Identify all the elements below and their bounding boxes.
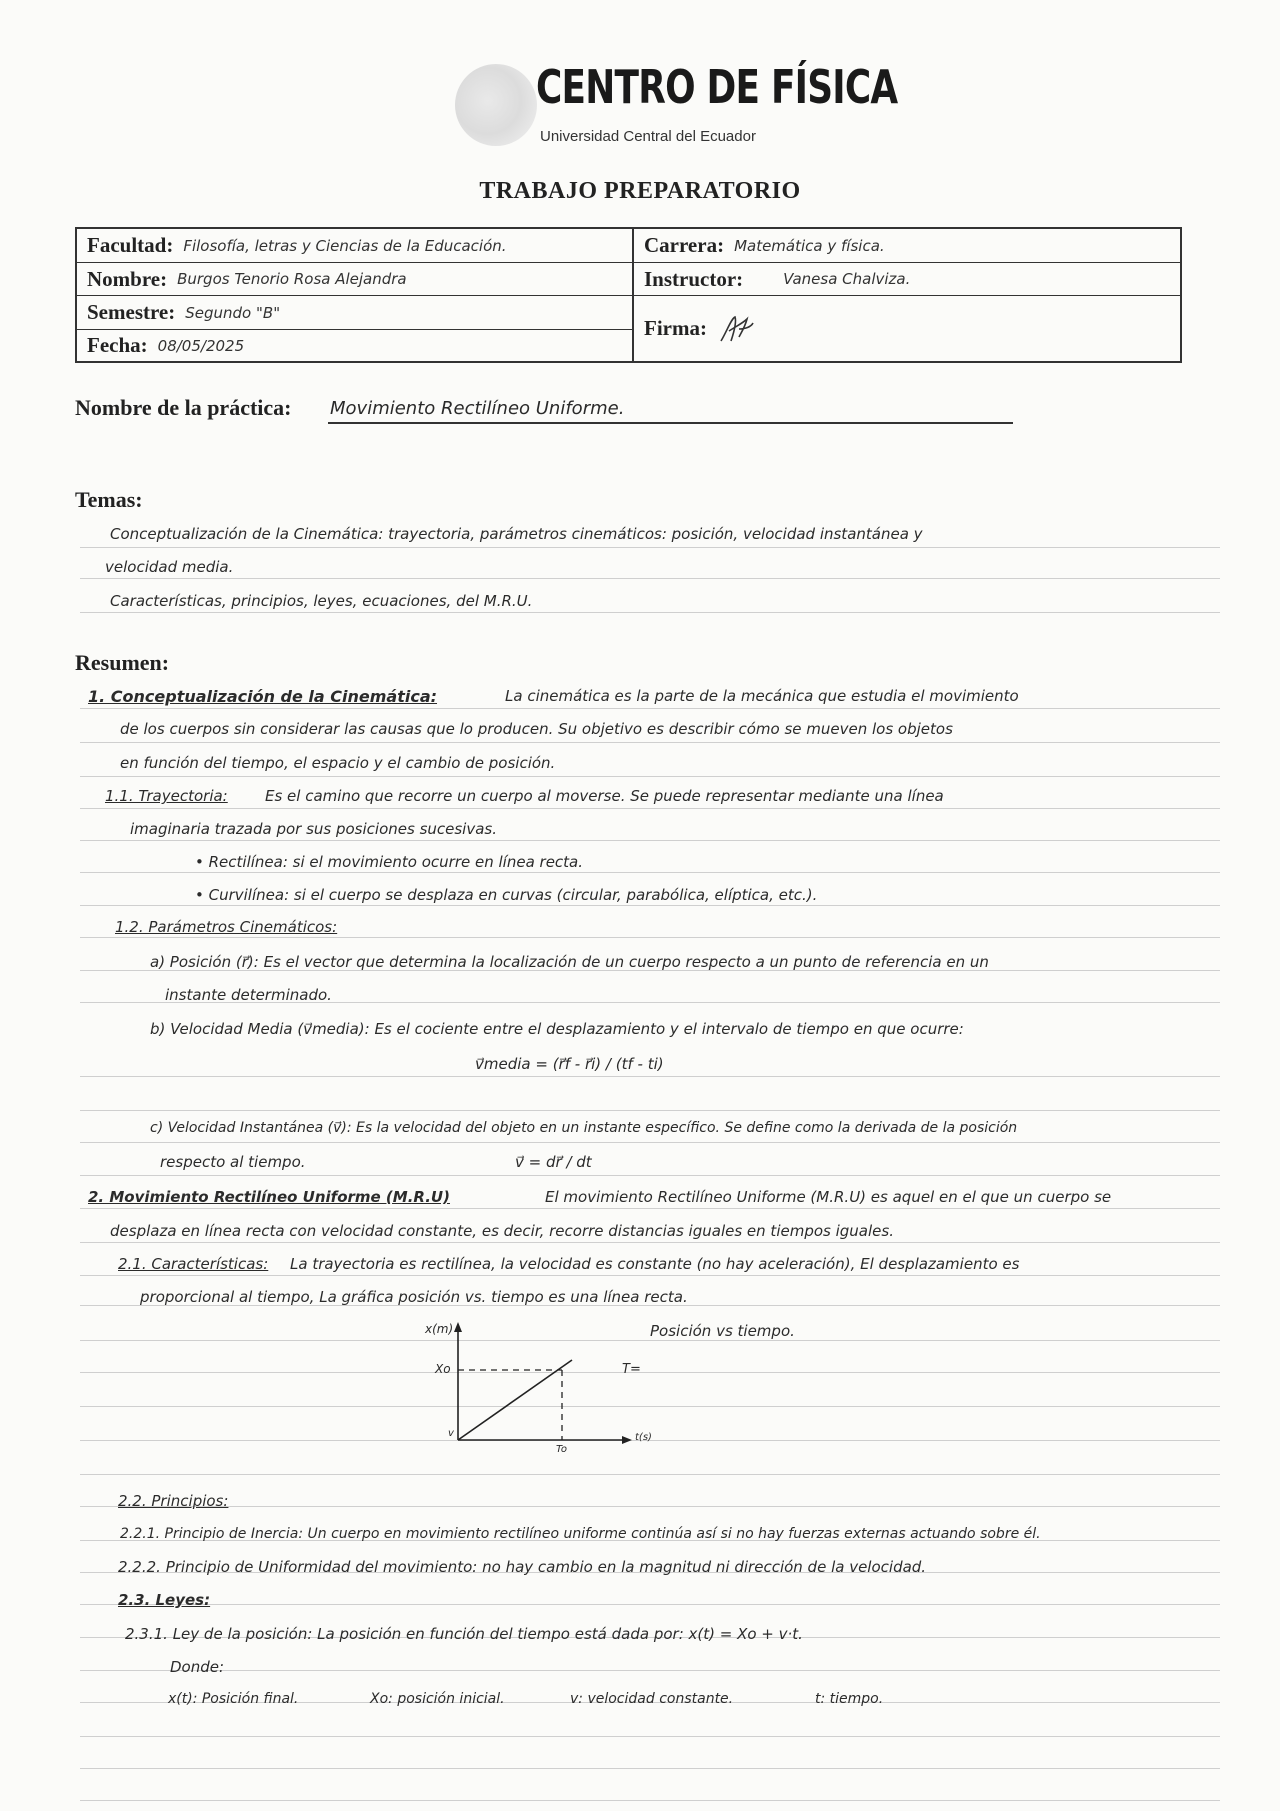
- temas-line-1: Conceptualización de la Cinemática: trayectoria, parámetros cinemáticos: posición, velocidad instantánea y: [110, 525, 923, 543]
- s12-c-formula: v⃗ = dr⃗ / dt: [515, 1153, 592, 1171]
- temas-line-2: velocidad media.: [105, 558, 234, 576]
- s11-line-2: imaginaria trazada por sus posiciones sucesivas.: [130, 820, 498, 838]
- graph-x-tick: To: [556, 1444, 567, 1455]
- carrera-cell: [634, 229, 1180, 263]
- s1-title: 1. Conceptualización de la Cinemática:: [88, 687, 438, 706]
- def-xt: x(t): Posición final.: [168, 1691, 299, 1707]
- graph-line: [458, 1360, 572, 1440]
- fecha-cell: [77, 330, 634, 361]
- instructor-cell: [634, 263, 1180, 296]
- s231: 2.3.1. Ley de la posición: La posición en función del tiempo está dada por: x(t) = Xo + v·t.: [125, 1625, 803, 1643]
- facultad-label: Facultad:: [87, 233, 174, 257]
- instructor-label: Instructor:: [644, 266, 744, 291]
- temas-heading: Temas:: [75, 487, 143, 512]
- s12-b-line-1: b) Velocidad Media (v⃗media): Es el cociente entre el desplazamiento y el intervalo de tiempo en que ocurre:: [150, 1020, 964, 1038]
- s11-bullet-2: • Curvilínea: si el cuerpo se desplaza en curvas (circular, parabólica, elíptica, etc.).: [195, 886, 818, 904]
- s12-b-formula: v⃗media = (r⃗f - r⃗i) / (tf - ti): [475, 1055, 664, 1073]
- s2-line-1: El movimiento Rectilíneo Uniforme (M.R.U) es aquel en el que un cuerpo se: [545, 1188, 1112, 1206]
- s12-c-line-1: c) Velocidad Instantánea (v⃗): Es la velocidad del objeto en un instante específico. Se define como la derivada de la posición: [150, 1120, 1018, 1136]
- signature-icon: [717, 313, 757, 345]
- s1-line-2: de los cuerpos sin considerar las causas que lo producen. Su objetivo es describir cómo se mueven los objetos: [120, 720, 953, 738]
- practice-value: Movimiento Rectilíneo Uniforme.: [330, 398, 625, 419]
- graph-origin: v: [448, 1428, 454, 1439]
- s21-line-2: proporcional al tiempo, La gráfica posición vs. tiempo es una línea recta.: [140, 1288, 688, 1306]
- fecha-label: Fecha:: [87, 333, 148, 357]
- s11-bullet-1: • Rectilínea: si el movimiento ocurre en línea recta.: [195, 853, 584, 871]
- s23-title: 2.3. Leyes:: [118, 1591, 211, 1609]
- nombre-label: Nombre:: [87, 266, 168, 291]
- s221: 2.2.1. Principio de Inercia: Un cuerpo en movimiento rectilíneo uniforme continúa así si no hay fuerzas externas actuando sobre él.: [120, 1526, 1041, 1542]
- carrera-value: Matemática y física.: [734, 236, 885, 255]
- fecha-value: 08/05/2025: [157, 336, 245, 355]
- s21-line-1: La trayectoria es rectilínea, la velocidad es constante (no hay aceleración), El desplazamiento es: [290, 1255, 1020, 1273]
- nombre-value: Burgos Tenorio Rosa Alejandra: [177, 270, 407, 288]
- def-xo: Xo: posición inicial.: [370, 1691, 505, 1707]
- semestre-cell: [77, 296, 634, 330]
- graph-y-arrow: [454, 1322, 462, 1332]
- temas-line-3: Características, principios, leyes, ecuaciones, del M.R.U.: [110, 592, 533, 610]
- nombre-cell: [77, 263, 634, 296]
- graph-y-tick: Xo: [435, 1362, 451, 1376]
- semestre-label: Semestre:: [87, 300, 176, 324]
- donde-label: Donde:: [170, 1658, 225, 1676]
- s11-title: 1.1. Trayectoria:: [105, 787, 228, 805]
- firma-label: Firma:: [644, 316, 707, 340]
- s12-title: 1.2. Parámetros Cinemáticos:: [115, 918, 338, 936]
- s1-line-1: La cinemática es la parte de la mecánica que estudia el movimiento: [505, 687, 1019, 705]
- facultad-cell: [77, 229, 634, 263]
- practice-underline: [328, 422, 1013, 424]
- logo-name: CENTRO DE FÍSICA: [536, 60, 898, 114]
- logo-emblem: [455, 64, 537, 146]
- graph-y-label: x(m): [425, 1322, 454, 1336]
- resumen-heading: Resumen:: [75, 650, 170, 675]
- graph-t-label: T=: [622, 1362, 641, 1377]
- info-table: [75, 227, 1182, 363]
- firma-cell: [634, 296, 1180, 361]
- practice-label: Nombre de la práctica:: [75, 395, 292, 420]
- instructor-value: Vanesa Chalviza.: [783, 270, 911, 288]
- semestre-value: Segundo "B": [185, 303, 281, 322]
- s12-a-line-1: a) Posición (r⃗): Es el vector que determina la localización de un cuerpo respecto a un punto de referencia en un: [150, 953, 989, 971]
- s2-title: 2. Movimiento Rectilíneo Uniforme (M.R.U): [88, 1188, 450, 1206]
- s222: 2.2.2. Principio de Uniformidad del movimiento: no hay cambio en la magnitud ni dirección de la velocidad.: [118, 1558, 927, 1576]
- s12-a-line-2: instante determinado.: [165, 986, 332, 1004]
- graph-x-label: t(s): [635, 1432, 652, 1443]
- graph-x-arrow: [622, 1436, 632, 1444]
- document-title: TRABAJO PREPARATORIO: [479, 178, 801, 204]
- def-t: t: tiempo.: [815, 1691, 884, 1707]
- s21-title: 2.1. Características:: [118, 1255, 269, 1273]
- s22-title: 2.2. Principios:: [118, 1492, 229, 1510]
- s12-c-line-2: respecto al tiempo.: [160, 1153, 306, 1171]
- logo-subtitle: Universidad Central del Ecuador: [540, 128, 756, 145]
- def-v: v: velocidad constante.: [570, 1691, 734, 1707]
- carrera-label: Carrera:: [644, 233, 725, 257]
- s1-line-3: en función del tiempo, el espacio y el cambio de posición.: [120, 754, 556, 772]
- s2-line-2: desplaza en línea recta con velocidad constante, es decir, recorre distancias iguales en tiempos iguales.: [110, 1222, 894, 1240]
- graph-title: Posición vs tiempo.: [650, 1322, 795, 1340]
- facultad-value: Filosofía, letras y Ciencias de la Educación.: [183, 236, 507, 255]
- s11-line-1: Es el camino que recorre un cuerpo al moverse. Se puede representar mediante una línea: [265, 787, 944, 805]
